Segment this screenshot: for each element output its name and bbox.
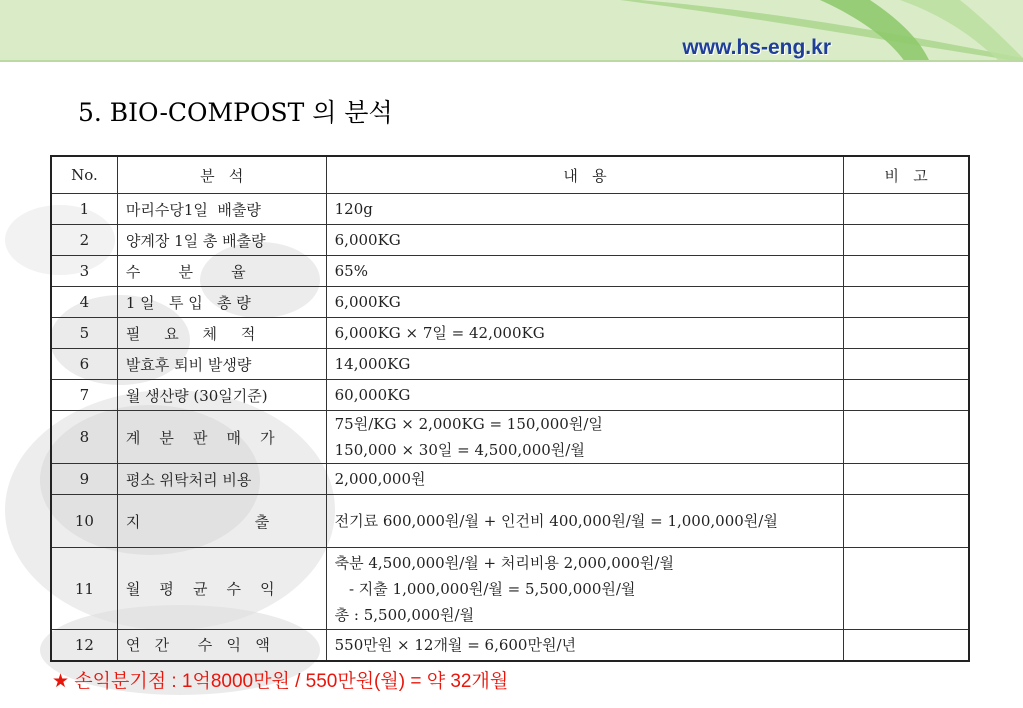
row-number: 10 (51, 495, 117, 548)
content-line: 총 : 5,500,000원/월 (334, 605, 475, 624)
content-line: - 지출 1,000,000원/월 = 5,500,000원/월 (334, 579, 636, 598)
row-note (844, 287, 969, 318)
row-item: 마리수당1일 배출량 (117, 194, 326, 225)
header-analysis: 분 석 (117, 156, 326, 194)
break-even-footnote: ★ 손익분기점 : 1억8000만원 / 550만원(월) = 약 32개월 (52, 671, 509, 692)
row-number: 4 (51, 287, 117, 318)
content-line: 축분 4,500,000원/월 + 처리비용 2,000,000원/월 (334, 553, 674, 572)
row-content (326, 380, 844, 411)
row-note (844, 630, 969, 661)
header-divider (0, 60, 1023, 62)
table-row (51, 318, 969, 349)
table-row (51, 349, 969, 380)
row-content (326, 194, 844, 225)
row-item: 양계장 1일 총 배출량 (117, 225, 326, 256)
row-note (844, 194, 969, 225)
content-line: 120g (334, 200, 373, 218)
content-line: 2,000,000원 (334, 470, 426, 488)
row-item: 수 분 율 (117, 256, 326, 287)
table-row (51, 548, 969, 630)
row-number: 11 (51, 548, 117, 630)
row-item: 계 분 판 매 가 (117, 411, 326, 464)
table-row (51, 287, 969, 318)
row-note (844, 349, 969, 380)
row-item: 연 간 수 익 액 (117, 630, 326, 661)
content-line: 550만원 × 12개월 = 6,600만원/년 (334, 635, 576, 654)
content-line: 6,000KG × 7일 = 42,000KG (334, 324, 545, 342)
row-content (326, 256, 844, 287)
row-content (326, 318, 844, 349)
row-item: 평소 위탁처리 비용 (117, 464, 326, 495)
row-content (326, 630, 844, 661)
row-content (326, 411, 844, 464)
content-line: 14,000KG (334, 355, 411, 373)
row-number: 2 (51, 225, 117, 256)
row-number: 5 (51, 318, 117, 349)
content-line: 전기료 600,000원/월 + 인건비 400,000원/월 = 1,000,000원/월 (334, 512, 778, 530)
row-item: 월 평 균 수 익 (117, 548, 326, 630)
row-number: 9 (51, 464, 117, 495)
analysis-table (50, 155, 970, 662)
table-row (51, 630, 969, 661)
content-line: 65% (334, 262, 368, 280)
content-line: 6,000KG (334, 231, 401, 249)
row-note (844, 225, 969, 256)
page-title: 5. BIO-COMPOST 의 분석 (78, 98, 393, 127)
content-line: 6,000KG (334, 293, 401, 311)
row-note (844, 256, 969, 287)
header-note: 비 고 (844, 156, 969, 194)
row-item: 지 출 (117, 495, 326, 548)
row-number: 7 (51, 380, 117, 411)
content-line: 150,000 × 30일 = 4,500,000원/월 (334, 441, 585, 459)
table-row (51, 256, 969, 287)
header-content: 내 용 (326, 156, 844, 194)
row-content (326, 349, 844, 380)
table-row (51, 411, 969, 464)
row-number: 8 (51, 411, 117, 464)
row-content (326, 287, 844, 318)
content-line: 60,000KG (334, 386, 411, 404)
header-no: No. (51, 156, 117, 194)
header-swoosh-graphic (0, 0, 1023, 62)
row-note (844, 318, 969, 349)
row-number: 12 (51, 630, 117, 661)
row-number: 6 (51, 349, 117, 380)
row-note (844, 464, 969, 495)
row-note (844, 495, 969, 548)
row-content (326, 225, 844, 256)
row-note (844, 548, 969, 630)
table-row (51, 464, 969, 495)
table-row (51, 194, 969, 225)
table-row (51, 225, 969, 256)
website-url[interactable]: www.hs-eng.kr (682, 36, 831, 59)
table-row (51, 380, 969, 411)
row-number: 3 (51, 256, 117, 287)
row-item: 1 일 투 입 총 량 (117, 287, 326, 318)
row-content (326, 548, 844, 630)
row-item: 발효후 퇴비 발생량 (117, 349, 326, 380)
row-note (844, 380, 969, 411)
row-item: 필 요 체 적 (117, 318, 326, 349)
row-item: 월 생산량 (30일기준) (117, 380, 326, 411)
row-note (844, 411, 969, 464)
row-content (326, 495, 844, 548)
row-number: 1 (51, 194, 117, 225)
row-content (326, 464, 844, 495)
table-row (51, 495, 969, 548)
table-header-row (51, 156, 969, 194)
content-line: 75원/KG × 2,000KG = 150,000원/일 (334, 415, 603, 433)
